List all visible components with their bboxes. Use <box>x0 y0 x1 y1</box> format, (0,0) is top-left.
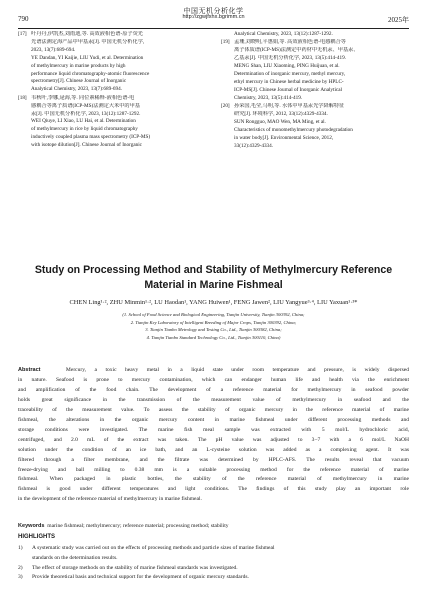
reference-line: 叶丹丹,伊凯杰,刘雨迪,等. 高效液相色谱-原子荧光 <box>31 31 143 37</box>
abstract-line: fishmeal. When packaged in plastic bottles, the stability of the reference material of methylmercury in marine <box>18 476 409 483</box>
abstract-line: and amplification of the food chain. The development of a reference material for methylmercury in seafood powder <box>18 386 409 393</box>
abstract-line: solution under the condition of an ice bath, and an L-cysteine solution was added as a complexing agent. It was <box>18 446 409 453</box>
reference-line: 孙荣国,毛莹,马明,等. 水体中甲基汞光学降解特征 <box>234 103 345 110</box>
reference-item <box>18 31 206 94</box>
reference-line: inductively coupled plasma mass spectrometry (ICP-MS) <box>31 134 151 141</box>
highlight-number: 3) <box>18 574 23 581</box>
reference-line: Chemistry, 2023, 13(5):414-419. <box>234 94 303 101</box>
reference-line: of methylmercury in rice by liquid chromatography <box>31 126 138 133</box>
affiliation-line: 3. Tianjin Tianbo Metrology and Testing Co., Ltd., Tianjin 300382, China; <box>145 327 282 333</box>
reference-line: 感耦合等离子质谱(ICP-MS)法测定大米中的甲基 <box>31 102 140 109</box>
page-number: 790 <box>18 15 29 23</box>
abstract-line: traceability of the measurement value. To assess the stability of organic mercury in the reference material of marine <box>18 406 409 413</box>
paper-title <box>20 263 407 293</box>
title-line: Study on Processing Method and Stability of Methylmercury Reference <box>34 264 393 276</box>
highlight-line: standards on the determination results. <box>32 554 118 561</box>
highlight-number: 2) <box>18 564 23 571</box>
reference-line: with isotope dilution[J]. Chinese Journal of Inorganic <box>31 142 142 149</box>
reference-number: [17] <box>18 31 27 37</box>
header-divider <box>18 28 409 29</box>
reference-line: 光谱法测定海产品中甲基汞[J]. 中国无机分析化学, <box>31 38 145 45</box>
affiliation-line: 2. Tianjin Key Laboratory of Intelligent Breeding of Major Crops, Tianjin 300392, China; <box>130 319 297 325</box>
reference-line: of methylmercury in marine products by high <box>31 62 126 69</box>
abstract-line: in the development of the reference material of methylmercury in marine fishmeal. <box>18 496 202 503</box>
keywords-text: marine fishmeal; methylmercury; reference material; processing method; stability <box>47 523 229 529</box>
keywords-label: Keywords <box>18 523 45 529</box>
abstract-line: in nature. Seafood is prone to mercury contamination, which can endanger human life and health via the enrichment <box>18 376 409 383</box>
references-left-column <box>18 31 206 151</box>
reference-line: SUN Rongguo, MAO Wen, MA Ming, et al. <box>234 118 326 125</box>
reference-line: MENG Shan, LIU Xiaoming, PING Huijuan, et al. <box>234 63 340 70</box>
highlight-line: A systematic study was carried out on the effects of processing methods and particle sizes of marine fishmeal <box>32 545 275 551</box>
affiliations <box>18 311 409 342</box>
reference-line: Determination of inorganic mercury, methyl mercury, <box>234 71 346 78</box>
reference-number: [18] <box>18 94 27 101</box>
keywords <box>18 523 409 529</box>
references-right-column <box>221 31 409 151</box>
reference-line: 韦秋叶,李娜,逯海,等. 同位素稀释-液相色谱-电 <box>31 94 135 101</box>
reference-line: 离子体质谱(ICP-MS)法测定中药材中无机汞、甲基汞、 <box>234 47 359 54</box>
abstract-line: centrifuged, and 2.0 mL of the extract was taken. The pH value was adjusted to 3−7 with a 6 mol/L NaOH <box>18 436 409 443</box>
highlight-number: 1) <box>18 545 23 551</box>
reference-item <box>221 39 409 102</box>
abstract-line: filtered through a filter membrane, and the filtrate was determined by HPLC-AFS. The results reveal that vacuum <box>18 456 409 463</box>
reference-line: Analytical Chemistry, 2023, 13(12):1287-1292. <box>234 31 333 37</box>
references-section <box>18 31 409 191</box>
reference-line: 研究[J]. 环境科学, 2012, 33(12):4329-4334. <box>234 111 328 118</box>
reference-number: [20] <box>221 103 230 110</box>
title-line: Material in Marine Fishmeal <box>144 279 283 291</box>
highlight-item <box>18 564 409 574</box>
abstract-label: Abstract <box>18 367 41 373</box>
reference-line: Analytical Chemistry, 2023, 13(7):689-694. <box>31 86 123 93</box>
reference-line: ethyl mercury in Chinese herbal medicine by HPLC- <box>234 78 344 85</box>
abstract <box>18 366 409 505</box>
author-list: CHEN Ling¹·², ZHU Minmin¹·², LU Haodan¹, YANG Huiwen¹, FENG Jawen², LIU Yangyue³·⁴, LIU Yaxuan¹·³* <box>69 299 358 306</box>
abstract-first-line <box>18 366 409 376</box>
abstract-line: fishmeal, the alterations in the organic mercury content in marine fishmeal under different processing methods and <box>18 416 409 423</box>
affiliation-line: (1. School of Food Science and Biological Engineering, Tianjin University, Tianjin 300392, China; <box>122 312 305 317</box>
highlights-heading: HIGHLIGHTS <box>18 534 55 540</box>
reference-line: 33(12):4329-4334. <box>234 142 274 149</box>
highlight-line: Provide theoretical basis and technical support for the development of organic mercury standards. <box>32 574 249 581</box>
reference-item <box>221 103 409 150</box>
reference-line: YE Dandan, YI Kaijie, LIU Yudi, et al. Determination <box>31 54 144 61</box>
abstract-line: fishmeal is good under different temperatures and light conditions. The findings of this study play an important role <box>18 486 409 493</box>
abstract-first-text: Mercury, a toxic heavy metal in a liquid state under room temperature and pressure, is widely dispersed <box>65 367 409 373</box>
reference-line: WEI Qiuye, LI Xiao, LU Hai, et al. Determination <box>31 118 136 125</box>
reference-line: 孟珊,刘晓明,平惠娟,等. 高效液相色谱-电感耦合等 <box>234 39 346 46</box>
reference-line: Characteristics of monomethylmercury photodegradation <box>234 126 353 133</box>
journal-name: 中国无机分析化学 <box>183 7 244 15</box>
affiliation-line: 4. Tianjin Tianbo Standard Technology Co., Ltd., Tianjin 300110, China) <box>146 335 281 341</box>
reference-line: spectrometry[J]. Chinese Journal of Inorganic <box>31 78 127 85</box>
abstract-line: holds great significance in the transmission of the measurement value of methylmercury in seafood and the <box>18 396 409 403</box>
publication-year: 2025年 <box>388 16 409 24</box>
abstract-line: storage conditions were investigated. The marine fish meal sample was extracted with 5 mol/L hydrochloric acid, <box>18 426 409 433</box>
highlight-item <box>18 544 409 564</box>
reference-line: 汞[J]. 中国无机分析化学, 2023, 13(12):1287-1292. <box>31 110 141 117</box>
reference-item <box>221 31 409 39</box>
reference-item <box>18 95 206 150</box>
journal-website[interactable]: http://zgwjfxhx.bgrimm.cn <box>182 14 245 20</box>
page-header <box>18 6 409 28</box>
reference-line: performance liquid chromatography-atomic fluorescence <box>31 70 150 77</box>
highlights-list <box>18 544 409 583</box>
abstract-line: freeze-drying and ball milling to 0.38 mm is a suitable processing method for the reference material of marine <box>18 466 409 473</box>
reference-line: 乙基汞[J]. 中国无机分析化学, 2023, 13(5):414-419. <box>234 55 346 62</box>
highlight-item <box>18 573 409 583</box>
highlight-line: The effect of storage methods on the stability of marine fishmeal standards was investigated. <box>32 564 238 571</box>
reference-line: in water body[J]. Environmental Science, 2012, <box>234 134 334 141</box>
reference-line: ICP-MS[J]. Chinese Journal of Inorganic Analytical <box>234 86 342 93</box>
reference-line: 2023, 13(7):689-694. <box>31 46 76 53</box>
reference-number: [19] <box>221 39 230 46</box>
